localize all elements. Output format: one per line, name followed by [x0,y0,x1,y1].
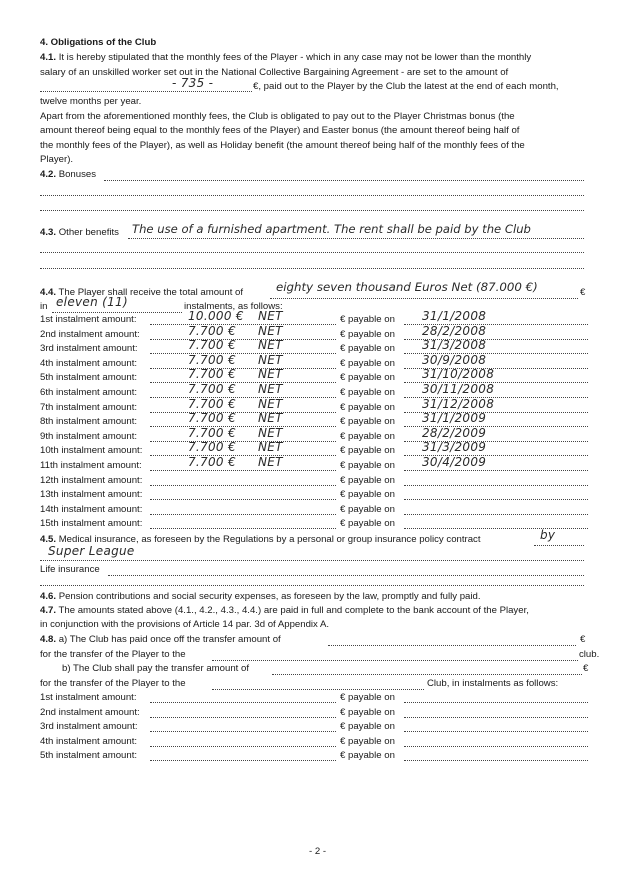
insurance-field [534,545,584,546]
handwritten-amount: 7.700 € [188,455,236,469]
instalment-row [40,396,588,416]
transfer-instalment-row [40,720,588,735]
handwritten-date: 28/2/2009 [422,425,487,440]
handwritten-total-amount: eighty seven thousand Euros Net (87.000 €) [276,280,538,294]
handwritten-other-benefits: The use of a furnished apartment. The rent shall be paid by the Club [132,222,531,236]
date-field [404,528,588,529]
payable-on-label: € payable on [340,401,395,413]
handwritten-net: NET [258,396,283,411]
handwritten-monthly-fee: - 735 - [172,76,214,90]
handwritten-net: NET [258,352,283,367]
amount-field [150,397,336,398]
amount-field [150,485,336,486]
bonuses-field-line-2 [40,195,584,196]
handwritten-amount: 7.700 € [188,411,236,426]
date-field [404,717,588,718]
handwritten-net: NET [258,382,283,396]
amount-field [150,426,336,427]
instalment-label: 9th instalment amount: [40,430,138,442]
instalment-label: 13th instalment amount: [40,489,143,501]
instalment-label: 7th instalment amount: [40,401,138,413]
handwritten-amount: 7.700 € [188,338,236,353]
instalment-label: 3rd instalment amount: [40,721,138,733]
handwritten-net: NET [258,323,283,338]
other-benefits-field [128,238,584,239]
date-field [404,470,588,471]
euro-sign: € [583,663,589,674]
instalment-row [40,440,588,459]
instalment-row [40,352,588,372]
instalment-label: 3rd instalment amount: [40,343,138,355]
handwritten-amount: 10.000 € [188,309,244,323]
payable-on-label: € payable on [340,474,395,486]
clause-4-1-para2-line-2: amount thereof being equal to the monthly fees of the Player) and Easter bonus (the amount thereof being half of [40,125,520,136]
payable-on-label: € payable on [340,692,395,703]
transfer-instalment-row [40,706,588,721]
payable-on-label: € payable on [340,735,395,747]
life-insurance-line-2 [40,585,584,586]
instalments-follow-text: instalments, as follows: [184,301,283,312]
other-benefits-label: Other benefits [58,227,119,238]
instalment-label: 14th instalment amount: [40,503,143,515]
clause-number: 4.4. [40,287,57,298]
payable-on-label: € payable on [340,503,395,515]
clause-number: 4.3. [40,227,57,238]
bonuses-field-line-3 [40,210,584,211]
clause-4-1-line-1 [40,51,531,66]
other-benefits-line-2 [40,252,584,253]
amount-field [150,368,336,369]
clause-4-1-para2-line-4: Player). [40,154,74,165]
handwritten-instalment-count: eleven (11) [56,295,128,309]
date-field [404,760,588,761]
clause-4-7-line-1 [40,604,529,619]
handwritten-date: 30/9/2008 [422,352,487,367]
bonuses-field [104,180,584,181]
clause-4-3 [40,226,119,241]
payable-on-label: € payable on [340,416,395,428]
other-benefits-line-3 [40,268,584,269]
clause-number: 4.7. [40,605,57,616]
club-label: club. [579,649,600,660]
transfer-instalment-row [40,691,588,706]
clause-4-1-para2-line-3: the monthly fees of the Player), as well as Holiday benefit (the amount thereof being half of the monthly fees of the [40,140,525,151]
instalment-row [40,474,588,489]
handwritten-date: 30/11/2008 [422,382,495,396]
handwritten-date: 31/1/2008 [422,309,487,323]
amount-field [150,702,336,703]
instalment-label: 6th instalment amount: [40,387,138,398]
handwritten-amount: 7.700 € [188,323,236,338]
clause-4-1-line-2: salary of an unskilled worker set out in the National Collective Bargaining Agreement - are set to the amount of [40,67,509,78]
clause-text: It is hereby stipulated that the monthly fees of the Player - which in any case may not be lower than the monthly [58,52,532,63]
handwritten-date: 30/4/2009 [422,455,487,469]
date-field [404,485,588,486]
handwritten-super-league: Super League [48,544,135,558]
handwritten-net: NET [258,425,283,440]
payable-on-label: € payable on [340,489,395,501]
amount-field [150,746,336,747]
insurance-field-line-2 [40,560,584,561]
payable-on-label: € payable on [340,750,395,762]
instalment-row [40,517,588,532]
euro-sign: € [580,287,586,298]
handwritten-amount: 7.700 € [188,367,236,382]
payable-on-label: € payable on [340,357,395,369]
transfer-b-amount-field [272,674,582,675]
clause-4-8-b: b) The Club shall pay the transfer amount of [62,663,250,674]
date-field [404,499,588,500]
transfer-b-tail: Club, in instalments as follows: [427,678,559,689]
total-amount-field [270,298,578,299]
clause-number: 4.1. [40,52,57,63]
bonuses-label: Bonuses [58,169,97,180]
handwritten-net: NET [258,338,283,353]
amount-field [150,382,336,383]
amount-field [150,470,336,471]
euro-sign: € [580,634,586,645]
amount-field [150,514,336,515]
handwritten-date: 31/12/2008 [422,396,495,411]
instalment-row [40,455,588,474]
clause-text: Pension contributions and social security expenses, as foreseen by the law, promptly and fully paid. [58,591,481,602]
clause-4-2 [40,168,96,183]
payable-on-label: € payable on [340,518,395,530]
payable-on-label: € payable on [340,314,395,325]
payable-on-label: € payable on [340,430,395,442]
clause-4-1-line-4: twelve months per year. [40,96,142,107]
transfer-b-club-field [212,689,424,690]
instalment-label: 1st instalment amount: [40,314,137,325]
date-field [404,702,588,703]
payable-on-label: € payable on [340,721,395,733]
payable-on-label: € payable on [340,343,395,355]
clause-text: Medical insurance, as foreseen by the Regulations by a personal or group insurance policy contract [58,534,481,545]
instalment-row [40,367,588,386]
handwritten-date: 31/3/2008 [422,338,487,353]
transfer-a-line-2: for the transfer of the Player to the [40,649,186,660]
amount-field [150,441,336,442]
page-number: - 2 - [308,846,327,857]
handwritten-date: 31/1/2009 [422,411,487,426]
payable-on-label: € payable on [340,387,395,398]
transfer-instalment-row [40,749,588,764]
clause-4-1-line-3: €, paid out to the Player by the Club the latest at the end of each month, [253,81,559,92]
instalment-row [40,503,588,518]
instalment-row [40,382,588,401]
instalment-label: 12th instalment amount: [40,474,143,486]
date-field [404,746,588,747]
instalment-row [40,488,588,503]
instalment-label: 1st instalment amount: [40,692,137,703]
handwritten-date: 28/2/2008 [422,323,487,338]
transfer-club-field [212,660,578,661]
handwritten-net: NET [258,411,283,426]
clause-4-7-line-2: in conjunction with the provisions of Article 14 par. 3d of Appendix A. [40,619,330,630]
instalment-label: 2nd instalment amount: [40,328,140,340]
date-field [404,514,588,515]
fill-line [40,91,252,92]
amount-field [150,717,336,718]
handwritten-by: by [540,528,556,542]
instalment-row [40,338,588,357]
clause-4-8-a [40,633,281,648]
instalment-row [40,323,588,343]
handwritten-amount: 7.700 € [188,396,236,411]
life-insurance-field [108,575,584,576]
amount-field [150,499,336,500]
handwritten-net: NET [258,440,283,455]
life-insurance-label: Life insurance [40,564,100,575]
clause-text: The Player shall receive the total amount of [58,287,244,298]
instalment-row [40,309,588,328]
handwritten-net: NET [258,367,283,382]
instalment-label: 15th instalment amount: [40,518,143,530]
handwritten-amount: 7.700 € [188,440,236,455]
instalment-row [40,411,588,430]
clause-number: 4.8. [40,634,57,645]
instalment-row [40,425,588,445]
instalment-label: 4th instalment amount: [40,735,138,747]
instalment-label: 5th instalment amount: [40,372,138,384]
amount-field [150,412,336,413]
clause-number: 4.5. [40,534,57,545]
handwritten-net: NET [258,455,283,469]
amount-field [150,760,336,761]
payable-on-label: € payable on [340,372,395,384]
handwritten-date: 31/10/2008 [422,367,495,382]
clause-number: 4.6. [40,591,57,602]
instalment-label: 10th instalment amount: [40,445,143,457]
payable-on-label: € payable on [340,328,395,340]
section-heading: 4. Obligations of the Club [40,37,157,48]
amount-field [150,339,336,340]
amount-field [150,353,336,354]
in-label: in [40,301,48,312]
transfer-instalment-row [40,735,588,750]
handwritten-date: 31/3/2009 [422,440,487,455]
amount-field [150,324,336,325]
clause-text: a) The Club has paid once off the transfer amount of [58,634,281,645]
handwritten-amount: 7.700 € [188,382,236,396]
payable-on-label: € payable on [340,706,395,718]
clause-text: The amounts stated above (4.1., 4.2., 4.3., 4.4.) are paid in full and complete to the bank account of the Player, [58,605,529,616]
instalment-label: 2nd instalment amount: [40,706,140,718]
instalment-label: 4th instalment amount: [40,357,138,369]
amount-field [150,528,336,529]
instalment-label: 5th instalment amount: [40,750,138,762]
handwritten-amount: 7.700 € [188,425,236,440]
transfer-amount-field [328,645,576,646]
handwritten-net: NET [258,309,283,323]
clause-4-6 [40,590,481,605]
instalment-label: 11th instalment amount: [40,460,142,471]
handwritten-amount: 7.700 € [188,352,236,367]
amount-field [150,731,336,732]
amount-field [150,455,336,456]
payable-on-label: € payable on [340,460,395,471]
transfer-b-line-2: for the transfer of the Player to the [40,678,186,689]
payable-on-label: € payable on [340,445,395,457]
instalment-label: 8th instalment amount: [40,416,138,428]
date-field [404,731,588,732]
clause-4-1-para2-line-1: Apart from the aforementioned monthly fees, the Club is obligated to pay out to the Player Christmas bonus (the [40,111,515,122]
clause-number: 4.2. [40,169,57,180]
